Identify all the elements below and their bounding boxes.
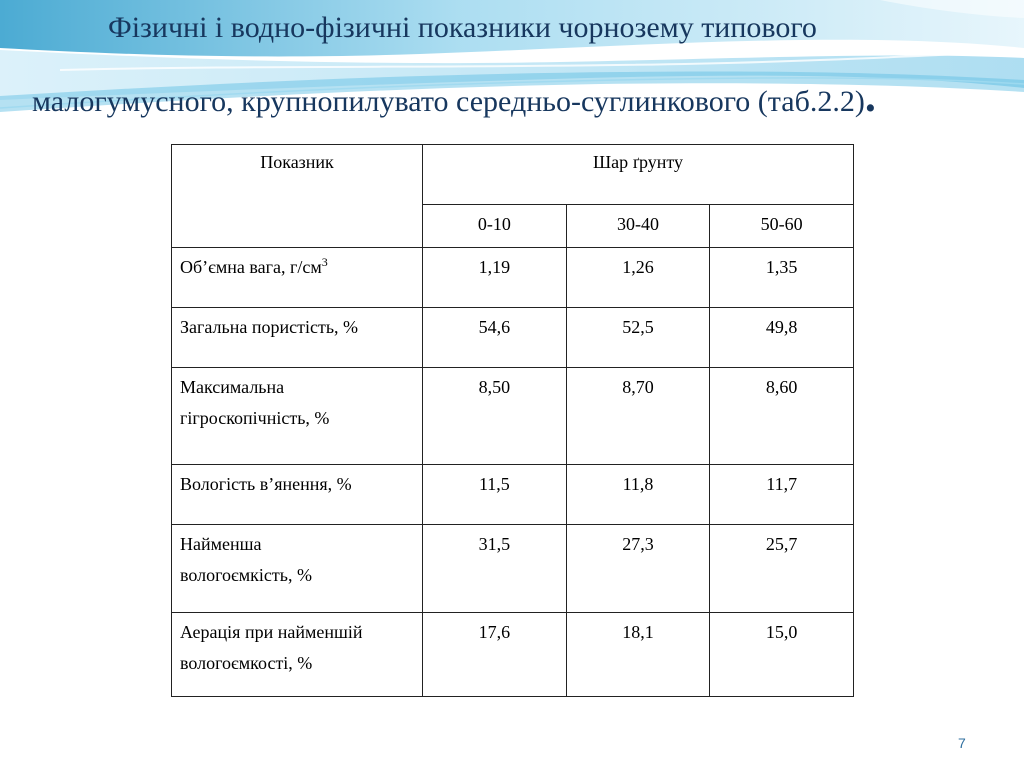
- header-indicator: Показник: [172, 145, 423, 248]
- row-label-text: Об’ємна вага, г/см: [180, 257, 322, 277]
- table-cell: 27,3: [566, 525, 710, 613]
- row-label: [172, 248, 423, 308]
- header-layer-50-60: 50-60: [710, 205, 854, 248]
- slide-title-line2-text: малогумусного, крупнопилувато середньо-суглинкового (таб.2.2): [32, 85, 865, 118]
- row-label: [172, 613, 423, 697]
- soil-properties-table: [171, 144, 854, 697]
- row-label-line1: Найменша: [180, 534, 262, 554]
- table-cell: 8,60: [710, 368, 854, 465]
- row-label: [172, 525, 423, 613]
- table-cell: 11,8: [566, 465, 710, 525]
- row-label-line1: Максимальна: [180, 377, 285, 397]
- row-label-line2: гігроскопічність, %: [180, 408, 330, 428]
- table-cell: 1,19: [423, 248, 567, 308]
- slide-title-dot: .: [864, 72, 876, 121]
- table-row: [172, 465, 854, 525]
- table-row: [172, 368, 854, 465]
- table-cell: 18,1: [566, 613, 710, 697]
- row-label: Загальна пористість, %: [172, 308, 423, 368]
- table-cell: 25,7: [710, 525, 854, 613]
- row-label: [172, 368, 423, 465]
- table-cell: 49,8: [710, 308, 854, 368]
- table-cell: 1,35: [710, 248, 854, 308]
- table-cell: 11,5: [423, 465, 567, 525]
- header-soil-layer: Шар ґрунту: [423, 145, 854, 205]
- table-cell: 8,50: [423, 368, 567, 465]
- slide-title-line1: Фізичні і водно-фізичні показники чорнозему типового: [108, 11, 817, 44]
- row-label-line1: Аерація при найменшій: [180, 622, 363, 642]
- slide-title-line2: [20, 72, 1010, 122]
- row-label-superscript: 3: [321, 255, 328, 269]
- table-row: [172, 525, 854, 613]
- table-row: [172, 248, 854, 308]
- row-label-line2: вологоємкості, %: [180, 653, 313, 673]
- header-layer-30-40: 30-40: [566, 205, 710, 248]
- row-label-line2: вологоємкість, %: [180, 565, 312, 585]
- row-label: Вологість в’янення, %: [172, 465, 423, 525]
- table-cell: 8,70: [566, 368, 710, 465]
- table-row: [172, 308, 854, 368]
- table-cell: 52,5: [566, 308, 710, 368]
- table-cell: 31,5: [423, 525, 567, 613]
- table-cell: 1,26: [566, 248, 710, 308]
- table-row: [172, 613, 854, 697]
- table-cell: 54,6: [423, 308, 567, 368]
- table-cell: 15,0: [710, 613, 854, 697]
- table-header-row: [172, 145, 854, 205]
- header-layer-0-10: 0-10: [423, 205, 567, 248]
- table-cell: 11,7: [710, 465, 854, 525]
- page-number: 7: [958, 735, 966, 751]
- slide-title: [20, 4, 1010, 122]
- table-cell: 17,6: [423, 613, 567, 697]
